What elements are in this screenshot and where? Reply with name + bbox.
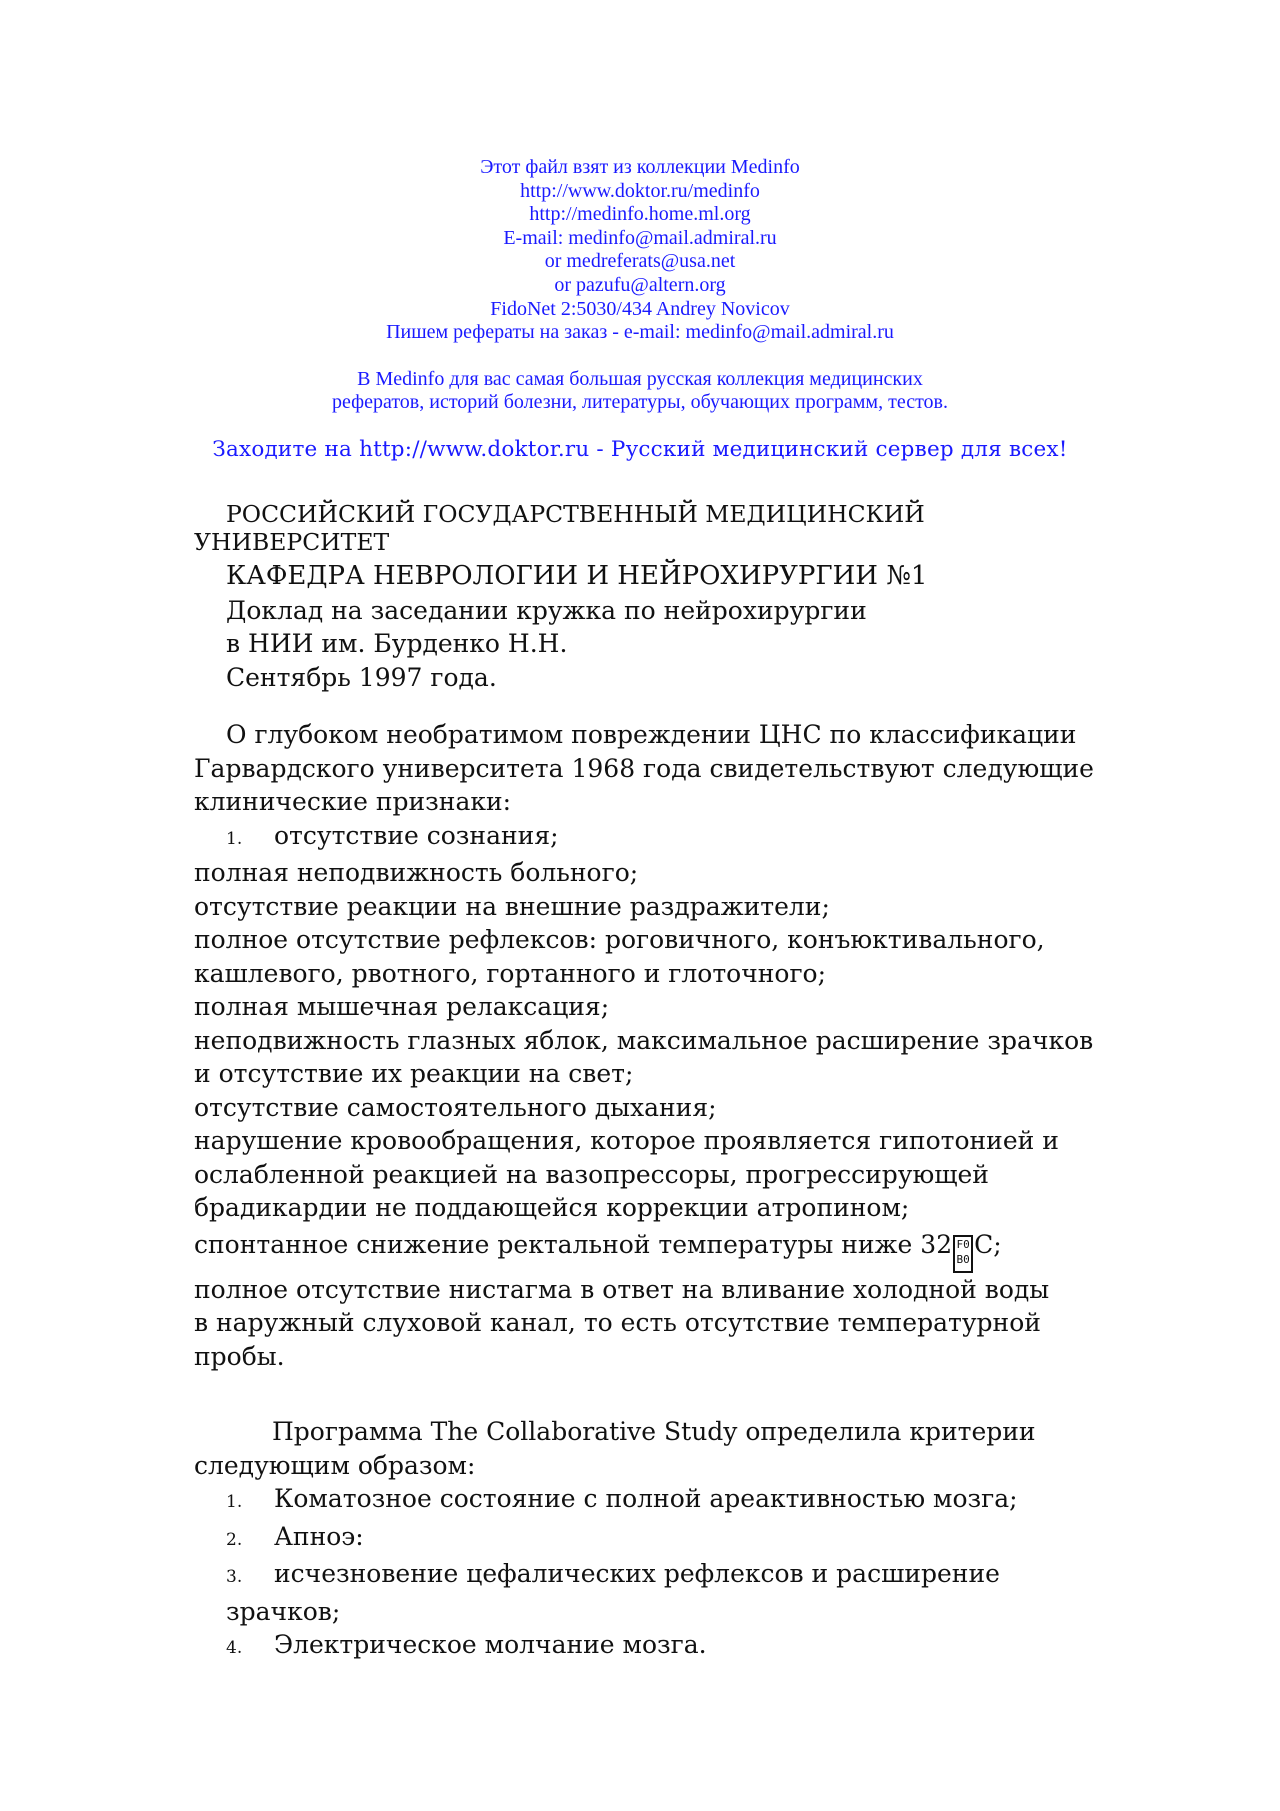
paragraph-line: полное отсутствие рефлексов: роговичного, конъюктивального, — [194, 925, 1045, 954]
collection-line: рефератов, историй болезни, литературы, обучающих программ, тестов. — [332, 391, 948, 414]
list-text: исчезновение цефалических рефлексов и расширение — [274, 1559, 1000, 1588]
paragraph-line: пробы. — [194, 1341, 285, 1371]
list-text: Коматозное состояние с полной ареактивностью мозга; — [274, 1484, 1018, 1513]
paragraph-line: клинические признаки: — [194, 787, 512, 816]
collection-line: В Medinfo для вас самая большая русская коллекция медицинских — [357, 367, 923, 390]
paragraph-line: Гарвардского университета 1968 года свидетельствуют следующие — [194, 753, 1094, 783]
missing-glyph-icon — [953, 1235, 973, 1273]
paragraph-line: отсутствие самостоятельного дыхания; — [194, 1092, 717, 1122]
list-item-continuation: зрачков; — [226, 1596, 341, 1626]
temperature-text: спонтанное снижение ректальной температуры ниже 32 — [194, 1229, 953, 1259]
header-email[interactable]: E-mail: medinfo@mail.admiral.ru — [503, 226, 777, 249]
list-number: 1. — [226, 1492, 243, 1512]
header-line: FidoNet 2:5030/434 Andrey Novicov — [490, 297, 790, 320]
list-item — [194, 819, 1074, 857]
title-block — [194, 560, 1074, 694]
header-email[interactable]: or pazufu@altern.org — [554, 273, 726, 296]
paragraph-line: Программа The Collaborative Study определила критерии — [272, 1417, 1036, 1446]
university-line: РОССИЙСКИЙ ГОСУДАРСТВЕННЫЙ МЕДИЦИНСКИЙ — [226, 500, 925, 528]
temperature-line — [194, 1225, 1074, 1273]
paragraph-line: ослабленной реакцией на вазопрессоры, прогрессирующей — [194, 1159, 989, 1189]
list-text: отсутствие сознания; — [274, 820, 559, 850]
collaborative-section — [194, 1415, 1074, 1666]
paragraph-line: брадикардии не поддающейся коррекции атропином; — [194, 1193, 910, 1222]
list-item — [194, 1628, 1074, 1666]
list-item — [194, 1520, 1074, 1558]
university-title — [194, 500, 1074, 556]
harvard-section — [194, 718, 1094, 1373]
medinfo-header — [0, 156, 1280, 463]
paragraph-line: кашлевого, рвотного, гортанного и глоточного; — [194, 958, 827, 988]
missing-glyph-code: B0 — [956, 1252, 970, 1266]
paragraph-line: следующим образом: — [194, 1450, 476, 1480]
list-number: 4. — [226, 1638, 243, 1658]
paragraph-line: полное отсутствие нистагма в ответ на вливание холодной воды — [194, 1274, 1050, 1304]
list-item — [194, 1557, 1074, 1595]
header-email[interactable]: or medreferats@usa.net — [544, 250, 736, 273]
paragraph-line: неподвижность глазных яблок, максимальное расширение зрачков — [194, 1025, 1094, 1055]
temperature-unit: C; — [974, 1229, 1002, 1259]
paragraph-line: отсутствие реакции на внешние раздражители; — [194, 891, 830, 921]
report-date: Сентябрь 1997 года. — [226, 662, 497, 692]
paragraph-line: и отсутствие их реакции на свет; — [194, 1059, 634, 1088]
list-number: 1. — [226, 828, 243, 849]
paragraph-line: полная неподвижность больного; — [194, 858, 639, 887]
header-link[interactable]: http://medinfo.home.ml.org — [529, 203, 751, 226]
list-number: 3. — [226, 1567, 243, 1587]
header-link[interactable]: http://www.doktor.ru/medinfo — [520, 179, 760, 202]
paragraph-line: нарушение кровообращения, которое проявляется гипотонией и — [194, 1126, 1059, 1155]
paragraph-line: полная мышечная релаксация; — [194, 992, 610, 1021]
list-item — [194, 1482, 1074, 1520]
list-text: Электрическое молчание мозга. — [274, 1630, 707, 1659]
list-text: Апноэ: — [274, 1521, 364, 1551]
promo-line[interactable]: Заходите на http://www.doktor.ru - Русский медицинский сервер для всех! — [212, 436, 1068, 462]
header-line: Этот файл взят из коллекции Medinfo — [480, 156, 800, 178]
report-line: Доклад на заседании кружка по нейрохирургии — [226, 595, 867, 625]
header-line: Пишем рефераты на заказ - e-mail: medinfo@mail.admiral.ru — [386, 321, 894, 344]
department-title: КАФЕДРА НЕВРОЛОГИИ И НЕЙРОХИРУРГИИ №1 — [226, 561, 928, 591]
missing-glyph-code: F0 — [956, 1237, 970, 1251]
header-spacer — [0, 345, 1280, 368]
paragraph-line: О глубоком необратимом повреждении ЦНС по классификации — [226, 720, 1077, 749]
university-line: УНИВЕРСИТЕТ — [194, 528, 390, 556]
report-line: в НИИ им. Бурденко Н.Н. — [226, 629, 568, 658]
list-number: 2. — [226, 1529, 243, 1550]
paragraph-line: в наружный слуховой канал, то есть отсутствие температурной — [194, 1308, 1041, 1337]
